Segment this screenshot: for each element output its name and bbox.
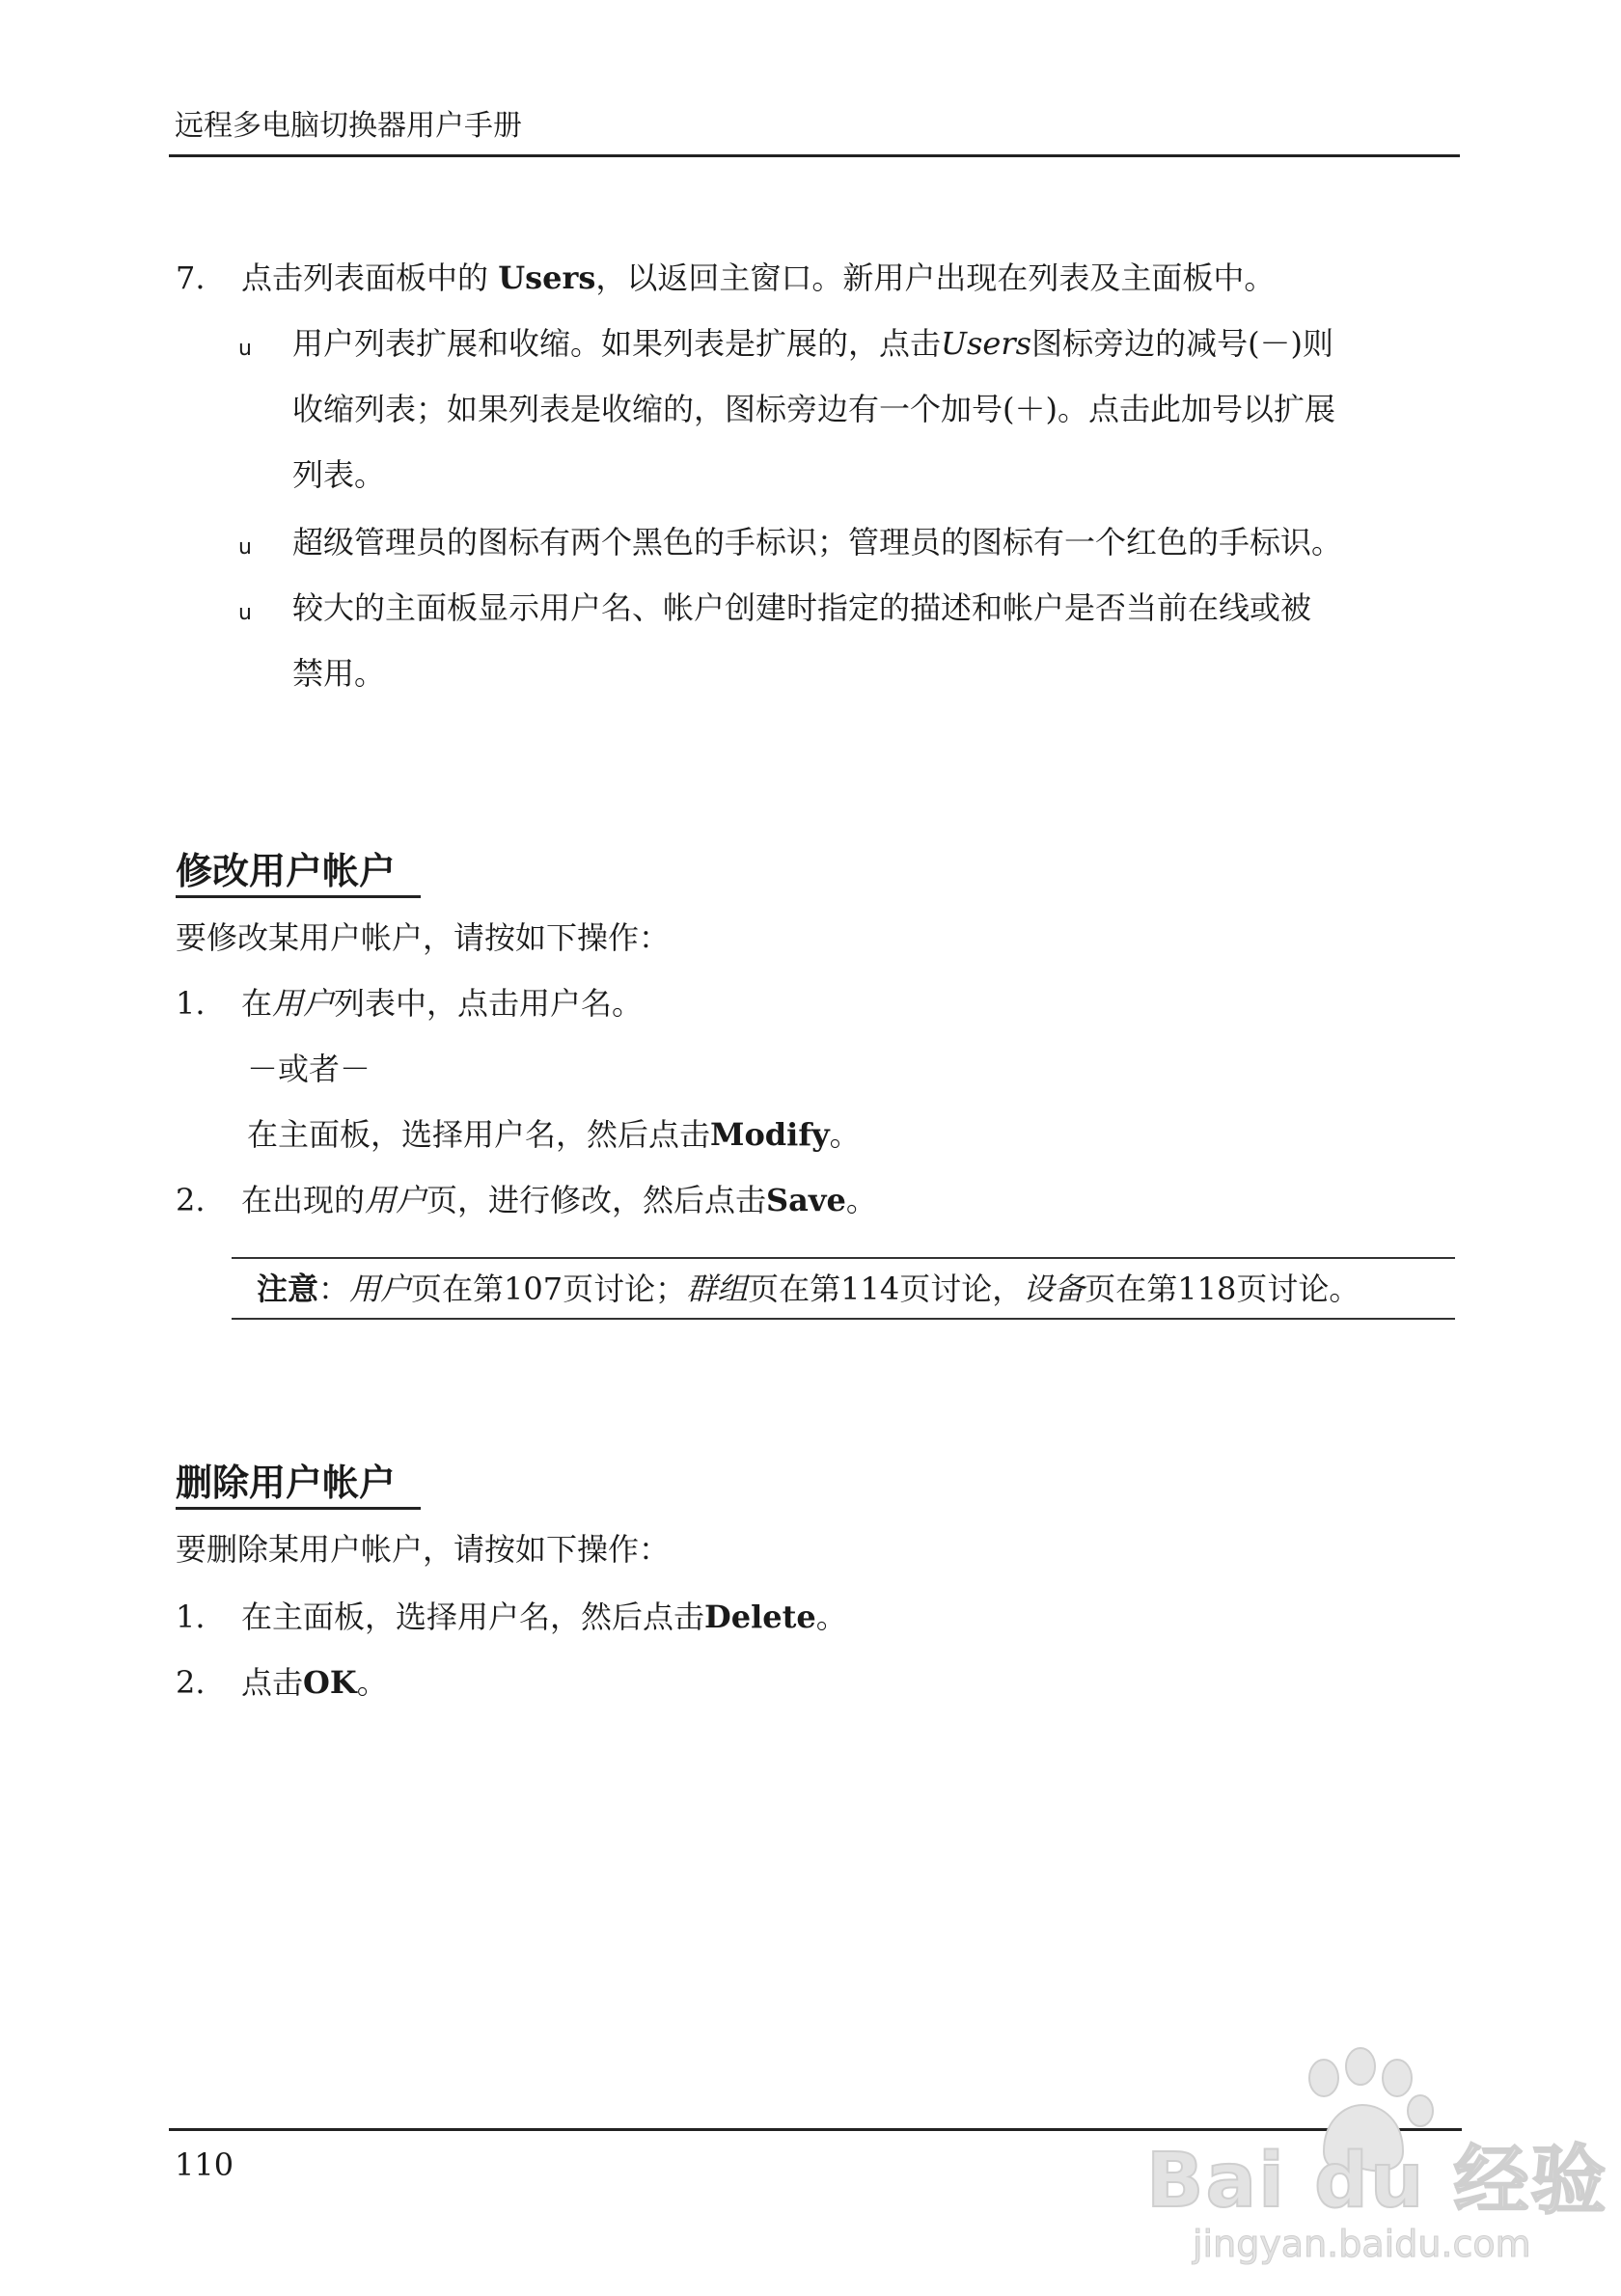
delete-label: Delete — [704, 1599, 816, 1635]
note-text-3: 页在第118页讨论。 — [1085, 1271, 1360, 1307]
modify-heading: 修改用户帐户 — [176, 849, 397, 892]
or-separator: －或者－ — [247, 1051, 371, 1087]
users-italic: Users — [941, 325, 1032, 362]
note-text-2: 页在第114页讨论， — [748, 1271, 1024, 1307]
delete-intro: 要删除某用户帐户，请按如下操作： — [176, 1531, 671, 1568]
delete-step-1-number: 1. — [176, 1599, 206, 1635]
modify-step-2-text-b: 页，进行修改，然后点击 — [426, 1182, 767, 1218]
step-7-number: 7. — [176, 260, 206, 296]
modify-step-2-text — [241, 1179, 877, 1221]
delete-step-2-number: 2. — [176, 1664, 206, 1701]
bullet-2-line-1: 超级管理员的图标有两个黑色的手标识；管理员的图标有一个红色的手标识。 — [292, 524, 1343, 560]
delete-step-2-text-a: 点击 — [241, 1664, 304, 1701]
modify-step-2-text-a: 在出现的 — [241, 1182, 366, 1218]
user-page-italic: 用户 — [365, 1182, 427, 1218]
delete-step-1-text-b: 。 — [815, 1599, 847, 1635]
modify-heading-underline — [176, 895, 421, 898]
modify-step-2-number: 2. — [176, 1182, 206, 1218]
modify-step-2-text-c: 。 — [845, 1182, 877, 1218]
bullet-marker: u — [238, 601, 252, 625]
step-7-text — [241, 257, 1275, 299]
modify-intro: 要修改某用户帐户，请按如下操作： — [176, 919, 671, 956]
user-list-italic: 用户 — [272, 985, 335, 1022]
modify-step-1-alt-b: 。 — [829, 1116, 861, 1153]
ok-label: OK — [303, 1664, 357, 1701]
modify-step-1-alt — [247, 1113, 861, 1156]
step-7-text-a: 点击列表面板中的 — [241, 260, 499, 296]
delete-step-2-text — [241, 1661, 388, 1704]
modify-step-1-text-b: 列表中，点击用户名。 — [334, 985, 644, 1022]
note-top-rule — [232, 1257, 1455, 1259]
bullet-1-line-1 — [292, 322, 1333, 365]
delete-step-1-text-a: 在主面板，选择用户名，然后点击 — [241, 1599, 705, 1635]
note-italic-user: 用户 — [349, 1271, 412, 1307]
modify-step-1-alt-a: 在主面板，选择用户名，然后点击 — [247, 1116, 711, 1153]
bullet-marker: u — [238, 535, 252, 560]
note-text-1: 页在第107页讨论； — [411, 1271, 687, 1307]
delete-heading-underline — [176, 1507, 421, 1510]
users-label: Users — [498, 260, 596, 296]
modify-step-1-text-a: 在 — [241, 985, 273, 1022]
bullet-marker: u — [238, 337, 252, 361]
bullet-1-line-1-b: 图标旁边的减号(－)则 — [1031, 325, 1334, 362]
bullet-1-line-2: 收缩列表；如果列表是收缩的，图标旁边有一个加号(＋)。点击此加号以扩展 — [292, 391, 1335, 427]
modify-step-1-text — [241, 982, 643, 1025]
watermark-logo-text: Bai du 经验 — [1146, 2138, 1608, 2225]
bullet-3-line-1: 较大的主面板显示用户名、帐户创建时指定的描述和帐户是否当前在线或被 — [292, 589, 1312, 626]
bullet-1-line-3: 列表。 — [292, 456, 386, 493]
delete-step-2-text-b: 。 — [356, 1664, 388, 1701]
delete-heading: 删除用户帐户 — [176, 1461, 397, 1504]
note-bottom-rule — [232, 1318, 1455, 1320]
note-colon: ： — [318, 1271, 350, 1307]
delete-step-1-text — [241, 1596, 847, 1638]
note-italic-group: 群组 — [686, 1271, 749, 1307]
bullet-1-line-1-a: 用户列表扩展和收缩。如果列表是扩展的，点击 — [292, 325, 942, 362]
header-rule — [169, 154, 1460, 157]
note-text — [257, 1268, 1360, 1310]
note-italic-device: 设备 — [1023, 1271, 1085, 1307]
running-header: 远程多电脑切换器用户手册 — [175, 109, 522, 143]
note-label: 注意 — [257, 1271, 319, 1307]
modify-step-1-number: 1. — [176, 985, 206, 1022]
save-label: Save — [766, 1182, 846, 1218]
watermark-url: jingyan.baidu.com — [1193, 2223, 1531, 2265]
modify-label: Modify — [710, 1116, 830, 1153]
bullet-3-line-2: 禁用。 — [292, 655, 386, 692]
page-number: 110 — [175, 2146, 234, 2183]
step-7-text-b: ，以返回主窗口。新用户出现在列表及主面板中。 — [595, 260, 1276, 296]
